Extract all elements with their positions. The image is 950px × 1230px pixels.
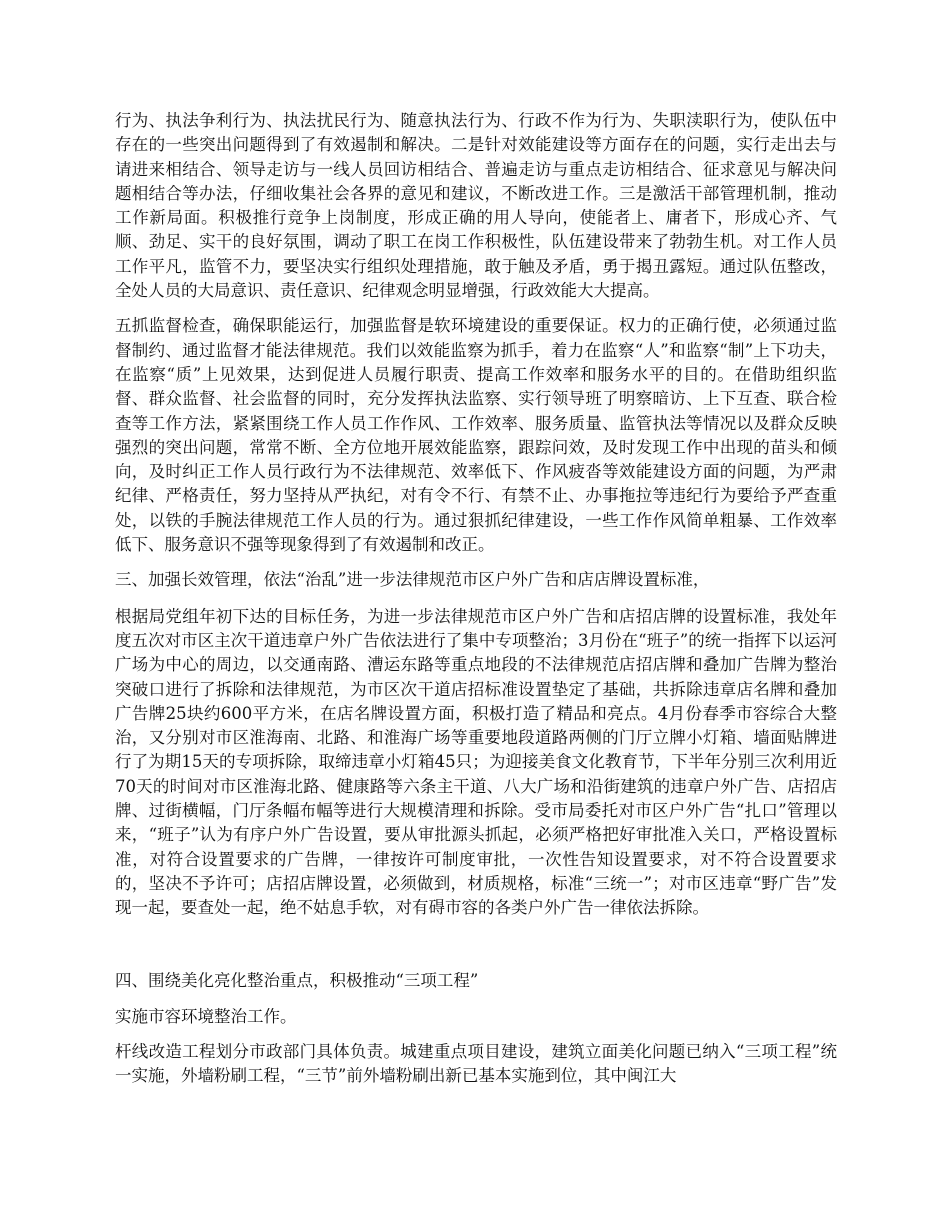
document-body <box>115 109 837 1100</box>
section-heading-three: 三、加强长效管理，依法“治乱”进一步法律规范市区户外广告和店店牌设置标准， <box>115 570 710 590</box>
paragraph-pole-renovation: 杆线改造工程划分市政部门具体负责。城建重点项目建设，建筑立面美化问题已纳入“三项工程”统一实施，外墙粉刷工程，“三节”前外墙粉刷出新已基本实施到位，其中闽江大 <box>115 1042 837 1086</box>
section-heading-four: 四、围绕美化亮化整治重点，积极推动“三项工程” <box>115 970 479 990</box>
paragraph-supervision: 五抓监督检查，确保职能运行，加强监督是软环境建设的重要保证。权力的正确行使，必须通过监督制约、通过监督才能法律规范。我们以效能监察为抓手，着力在监察“人”和监察“制”上下功夫，在监察“质”上见效果，达到促进人员履行职责、提高工作效率和服务水平的目的。在借助组织监督、群众监督、社会监督的同时，充分发挥执法监察、实行领导班了明察暗访、上下互查、联合检查等工作方法，紧紧围绕工作人员工作作风、工作效率、服务质量、监管执法等情况以及群众反映强烈的突出问题，常常不断、全方位地开展效能监察，跟踪问效，及时发现工作中出现的苗头和倾向，及时纠正工作人员行政行为不法律规范、效率低下、作风疲沓等效能建设方面的问题，为严肃纪律、严格责任，努力坚持从严执纪，对有令不行、有禁不止、办事拖拉等违纪行为要给予严查重处，以铁的手腕法律规范工作人员的行为。通过狠抓纪律建设，一些工作作风简单粗暴、工作效率低下、服务意识不强等现象得到了有效遏制和改正。 <box>115 316 837 555</box>
paragraph-outdoor-ads: 根据局党组年初下达的目标任务，为进一步法律规范市区户外广告和店招店牌的设置标准，我处年度五次对市区主次干道违章户外广告依法进行了集中专项整治；3月份在“班子”的统一指挥下以运河广场为中心的周边，以交通南路、漕运东路等重点地段的不法律规范店招店牌和叠加广告牌为整治突破口进行了拆除和法律规范，为市区次干道店招标准设置垫定了基础，共拆除违章店名牌和叠加广告牌25块约600平方米，在店名牌设置方面，积极打造了精品和亮点。4月份春季市容综合大整治，又分别对市区淮海南、北路、和淮海广场等重要地段道路两侧的门厅立牌小灯箱、墙面贴牌进行了为期15天的专项拆除，取缔违章小灯箱45只；为迎接美食文化教育节，下半年分别三次利用近70天的时间对市区淮海北路、健康路等六条主干道、八大广场和沿街建筑的违章户外广告、店招店牌、过街横幅，门厅条幅布幅等进行大规模清理和拆除。受市局委托对市区户外广告“扎口”管理以来，“班子”认为有序户外广告设置，要从审批源头抓起，必须严格把好审批准入关口，严格设置标准，对符合设置要求的广告牌，一律按许可制度审批，一次性告知设置要求，对不符合设置要求的，坚决不予许可；店招店牌设置，必须做到，材质规格，标准“三统一”；对市区违章“野广告”发现一起，要查处一起，绝不姑息手软，对有碍市容的各类户外广告一律依法拆除。 <box>115 606 837 918</box>
paragraph-environment: 实施市容环境整治工作。 <box>115 1006 297 1026</box>
paragraph-team-discipline: 行为、执法争利行为、执法扰民行为、随意执法行为、行政不作为行为、失职渎职行为，使队伍中存在的一些突出问题得到了有效遏制和解决。二是针对效能建设等方面存在的问题，实行走出去与请进来相结合、领导走访与一线人员回访相结合、普遍走访与重点走访相结合、征求意见与解决问题相结合等办法，仔细收集社会各界的意见和建议，不断改进工作。三是激活干部管理机制，推动工作新局面。积极推行竞争上岗制度，形成正确的用人导向，使能者上、庸者下，形成心齐、气顺、劲足、实干的良好氛围，调动了职工在岗工作积极性，队伍建设带来了勃勃生机。对工作人员工作平凡，监管不力，要坚决实行组织处理措施，敢于触及矛盾，勇于揭丑露短。通过队伍整改，全处人员的大局意识、责任意识、纪律观念明显增强，行政效能大大提高。 <box>115 111 837 301</box>
